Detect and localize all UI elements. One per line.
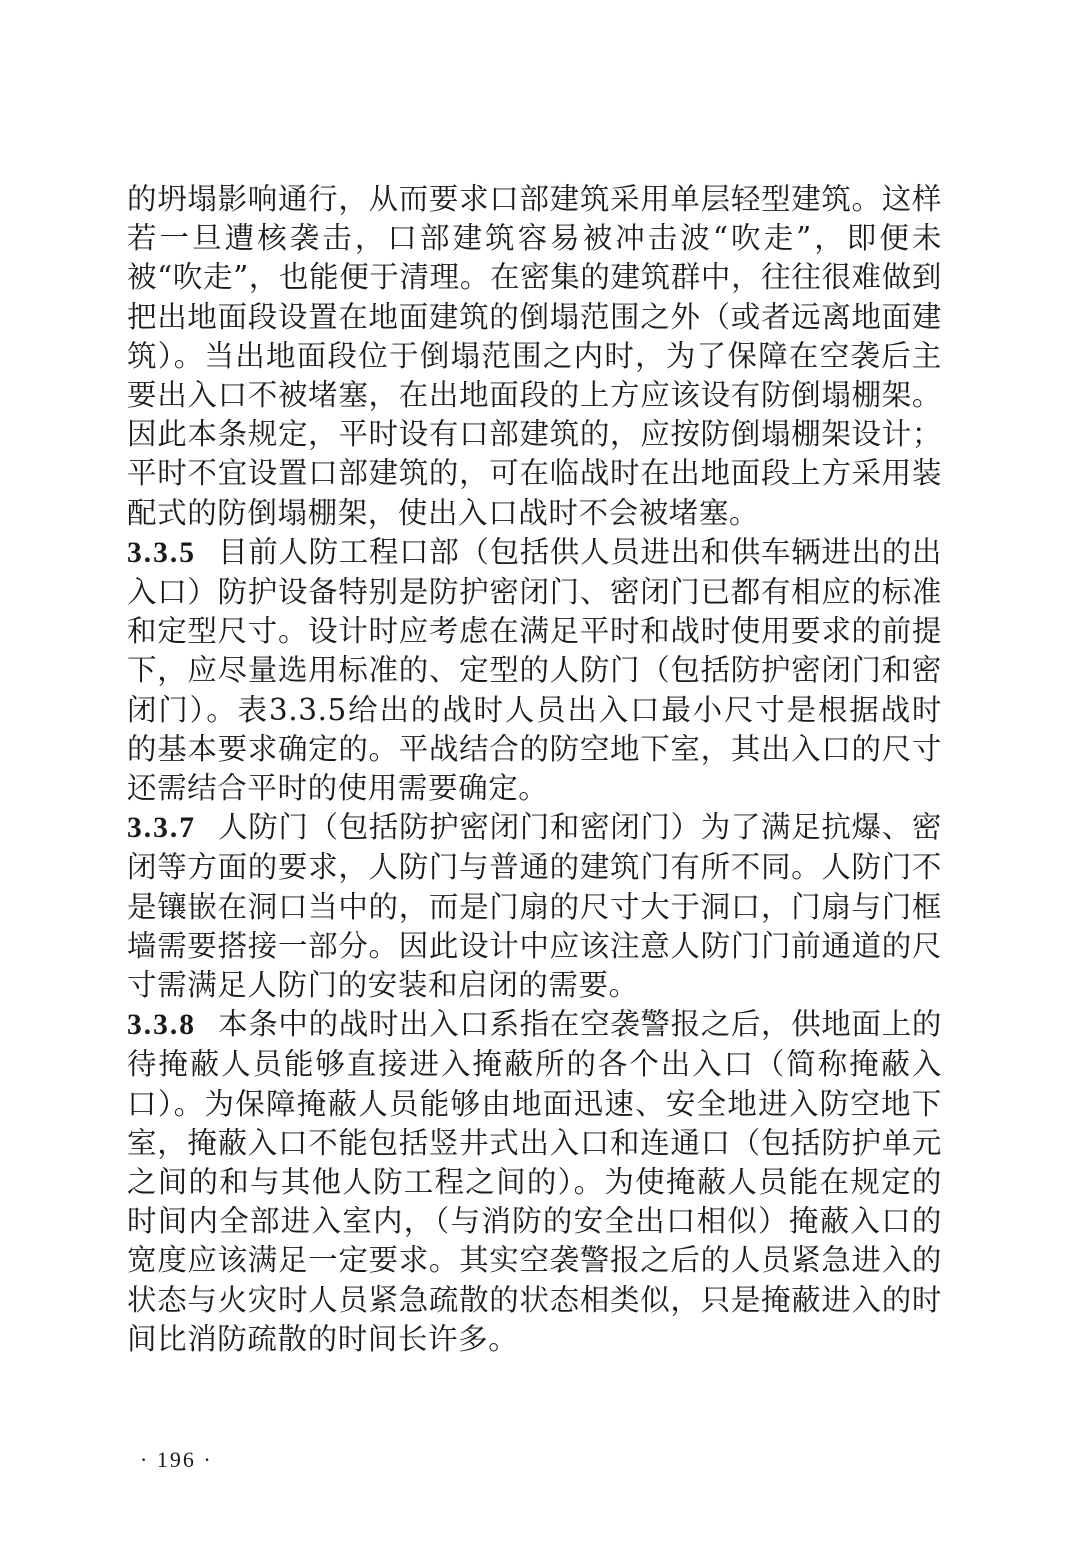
clause-3-3-8: [127, 1005, 942, 1359]
page-number: · 196 ·: [140, 1447, 213, 1472]
clause-number: 3.3.7: [127, 812, 196, 845]
clause-number: 3.3.8: [127, 1009, 196, 1042]
clause-3-3-5: [127, 533, 942, 808]
paragraph-text: 目前人防工程口部（包括供人员进出和供车辆进出的出入口）防护设备特别是防护密闭门、密闭门已都有相应的标准和定型尺寸。设计时应考虑在满足平时和战时使用要求的前提下，应尽量选用标准的、定型的人防门（包括防护密闭门和密闭门）。表3.3.5给出的战时人员出入口最小尺寸是根据战时的基本要求确定的。平战结合的防空地下室，其出入口的尺寸还需结合平时的使用需要确定。: [127, 534, 942, 806]
clause-number: 3.3.5: [127, 536, 196, 569]
body-text: [127, 180, 942, 1359]
paragraph-text: 的坍塌影响通行，从而要求口部建筑采用单层轻型建筑。这样若一旦遭核袭击，口部建筑容易被冲击波“吹走”，即便未被“吹走”，也能便于清理。在密集的建筑群中，往往很难做到把出地面段设置在地面建筑的倒塌范围之外（或者远离地面建筑）。当出地面段位于倒塌范围之内时，为了保障在空袭后主要出入口不被堵塞，在出地面段的上方应该设有防倒塌棚架。因此本条规定，平时设有口部建筑的，应按防倒塌棚架设计；平时不宜设置口部建筑的，可在临战时在出地面段上方采用装配式的防倒塌棚架，使出入口战时不会被堵塞。: [127, 182, 942, 530]
paragraph-text: 人防门（包括防护密闭门和密闭门）为了满足抗爆、密闭等方面的要求，人防门与普通的建筑门有所不同。人防门不是镶嵌在洞口当中的，而是门扇的尺寸大于洞口，门扇与门框墙需要搭接一部分。因此设计中应该注意人防门门前通道的尺寸需满足人防门的安装和启闭的需要。: [127, 810, 942, 1003]
clause-3-3-7: [127, 808, 942, 1005]
paragraph-text: 本条中的战时出入口系指在空袭警报之后，供地面上的待掩蔽人员能够直接进入掩蔽所的各个出入口（简称掩蔽入口）。为保障掩蔽人员能够由地面迅速、安全地进入防空地下室，掩蔽入口不能包括竖井式出入口和连通口（包括防护单元之间的和与其他人防工程之间的）。为使掩蔽人员能在规定的时间内全部进入室内，（与消防的安全出口相似）掩蔽入口的宽度应该满足一定要求。其实空袭警报之后的人员紧急进入的状态与火灾时人员紧急疏散的状态相类似，只是掩蔽进入的时间比消防疏散的时间长许多。: [127, 1007, 942, 1356]
paragraph-continued: [127, 180, 942, 533]
